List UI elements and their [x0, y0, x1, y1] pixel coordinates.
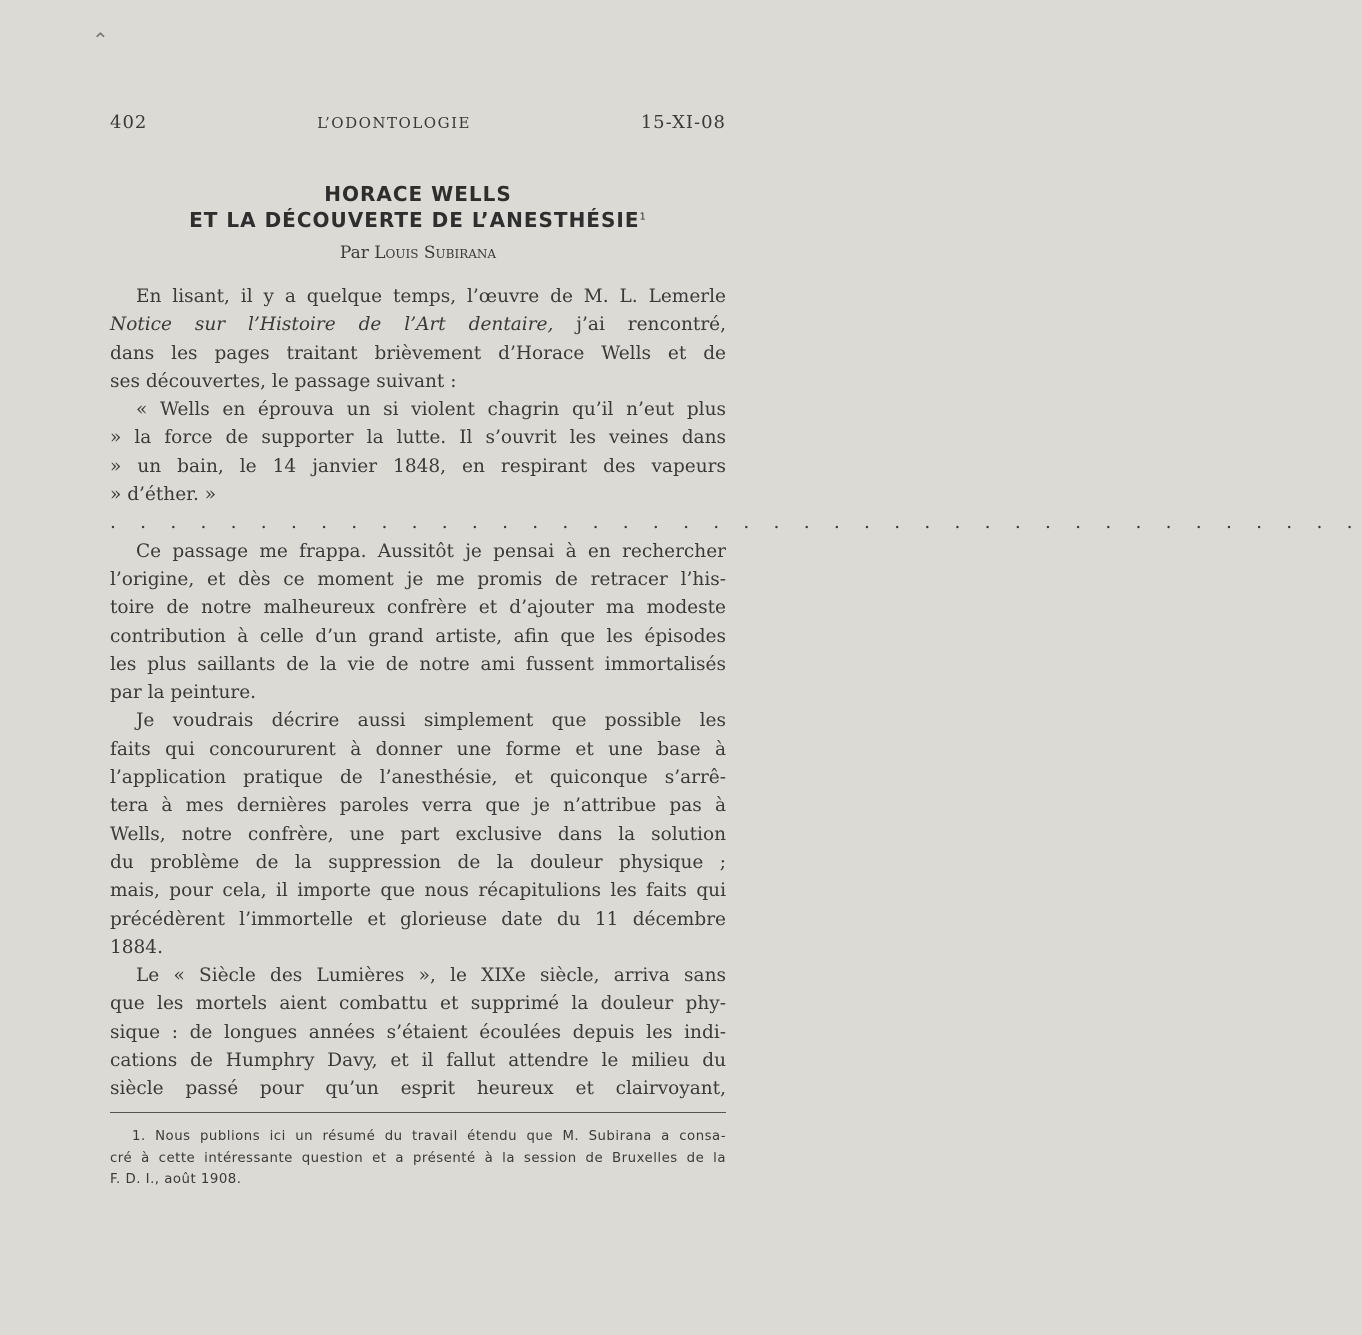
author-name: Louis Subirana [374, 243, 497, 263]
text-line: » la force de supporter la lutte. Il s’ouvrit les veines dans [110, 427, 726, 449]
footnote-line: 1. Nous publions ici un résumé du travail étendu que M. Subirana a consa- [132, 1129, 726, 1144]
footnote-line: F. D. I., août 1908. [110, 1172, 242, 1187]
text-line: sique : de longues années s’étaient écoulées depuis les indi- [110, 1021, 726, 1043]
text-line: Le « Siècle des Lumières », le XIXe siècle, arriva sans [136, 965, 726, 987]
article-title-text: ET LA DÉCOUVERTE DE L’ANESTHÉSIE [189, 208, 640, 232]
corner-mark-icon: ⌃ [92, 28, 109, 52]
byline-prefix: Par [339, 243, 369, 263]
text-line: » un bain, le 14 janvier 1848, en respirant des vapeurs [110, 455, 726, 477]
text-line: par la peinture. [110, 682, 257, 704]
footnote [110, 1126, 726, 1191]
text-line: faits qui concoururent à donner une forme et une base à [110, 738, 726, 760]
text-line: Wells, notre confrère, une part exclusive dans la solution [110, 823, 726, 845]
text-line: cations de Humphry Davy, et il fallut attendre le milieu du [110, 1050, 726, 1072]
text-line: Je voudrais décrire aussi simplement que possible les [136, 710, 726, 732]
book-title: Notice sur l’Histoire de l’Art dentaire, [110, 314, 554, 336]
article-body [110, 283, 1362, 1104]
running-header [110, 112, 726, 133]
footnote-ref: 1 [639, 211, 647, 223]
byline [110, 243, 726, 263]
text-line: contribution à celle d’un grand artiste, afin que les épisodes [110, 625, 726, 647]
issue-date: 15-XI-08 [640, 112, 726, 133]
article-title-line2 [110, 208, 726, 232]
page-number: 402 [110, 112, 148, 133]
article-title-line1: HORACE WELLS [324, 182, 512, 206]
text-line: En lisant, il y a quelque temps, l’œuvre de M. L. Lemerle [136, 286, 726, 307]
text-line: précédèrent l’immortelle et glorieuse date du 11 décembre [110, 908, 726, 930]
text-line: du problème de la suppression de la douleur physique ; [110, 851, 726, 873]
text-line: dans les pages traitant brièvement d’Horace Wells et de [110, 342, 726, 364]
text-line: l’application pratique de l’anesthésie, et quiconque s’arrê- [110, 767, 726, 789]
text-line: tera à mes dernières paroles verra que je n’attribue pas à [110, 795, 726, 817]
text-line: l’origine, et dès ce moment je me promis de retracer l’his- [110, 568, 726, 590]
text-line: toire de notre malheureux confrère et d’ajouter ma modeste [110, 597, 726, 619]
text-line: 1884. [110, 936, 163, 958]
text-line: ses découvertes, le passage suivant : [110, 370, 457, 392]
text-line: » d’éther. » [110, 484, 217, 506]
footnote-divider [110, 1112, 726, 1113]
text-line: siècle passé pour qu’un esprit heureux et clairvoyant, [110, 1078, 726, 1100]
text-line: « Wells en éprouva un si violent chagrin qu’il n’eut plus [136, 399, 726, 421]
footnote-line: cré à cette intéressante question et a présenté à la session de Bruxelles de la [110, 1150, 726, 1166]
text-line: Notice sur l’Histoire de l’Art dentaire, j’ai rencontré, [110, 314, 726, 336]
text-line: que les mortels aient combattu et supprimé la douleur phy- [110, 993, 726, 1015]
text-line: Ce passage me frappa. Aussitôt je pensai à en rechercher [136, 540, 726, 562]
text-line: les plus saillants de la vie de notre ami fussent immortalisés [110, 653, 726, 675]
ellipsis-row: . . . . . . . . . . . . . . . . . . . . . . . . . . . . . . . . . . . . . . . . . . [110, 512, 1362, 534]
journal-title: L’ODONTOLOGIE [317, 114, 471, 132]
text-line: mais, pour cela, il importe que nous récapitulions les faits qui [110, 880, 726, 902]
